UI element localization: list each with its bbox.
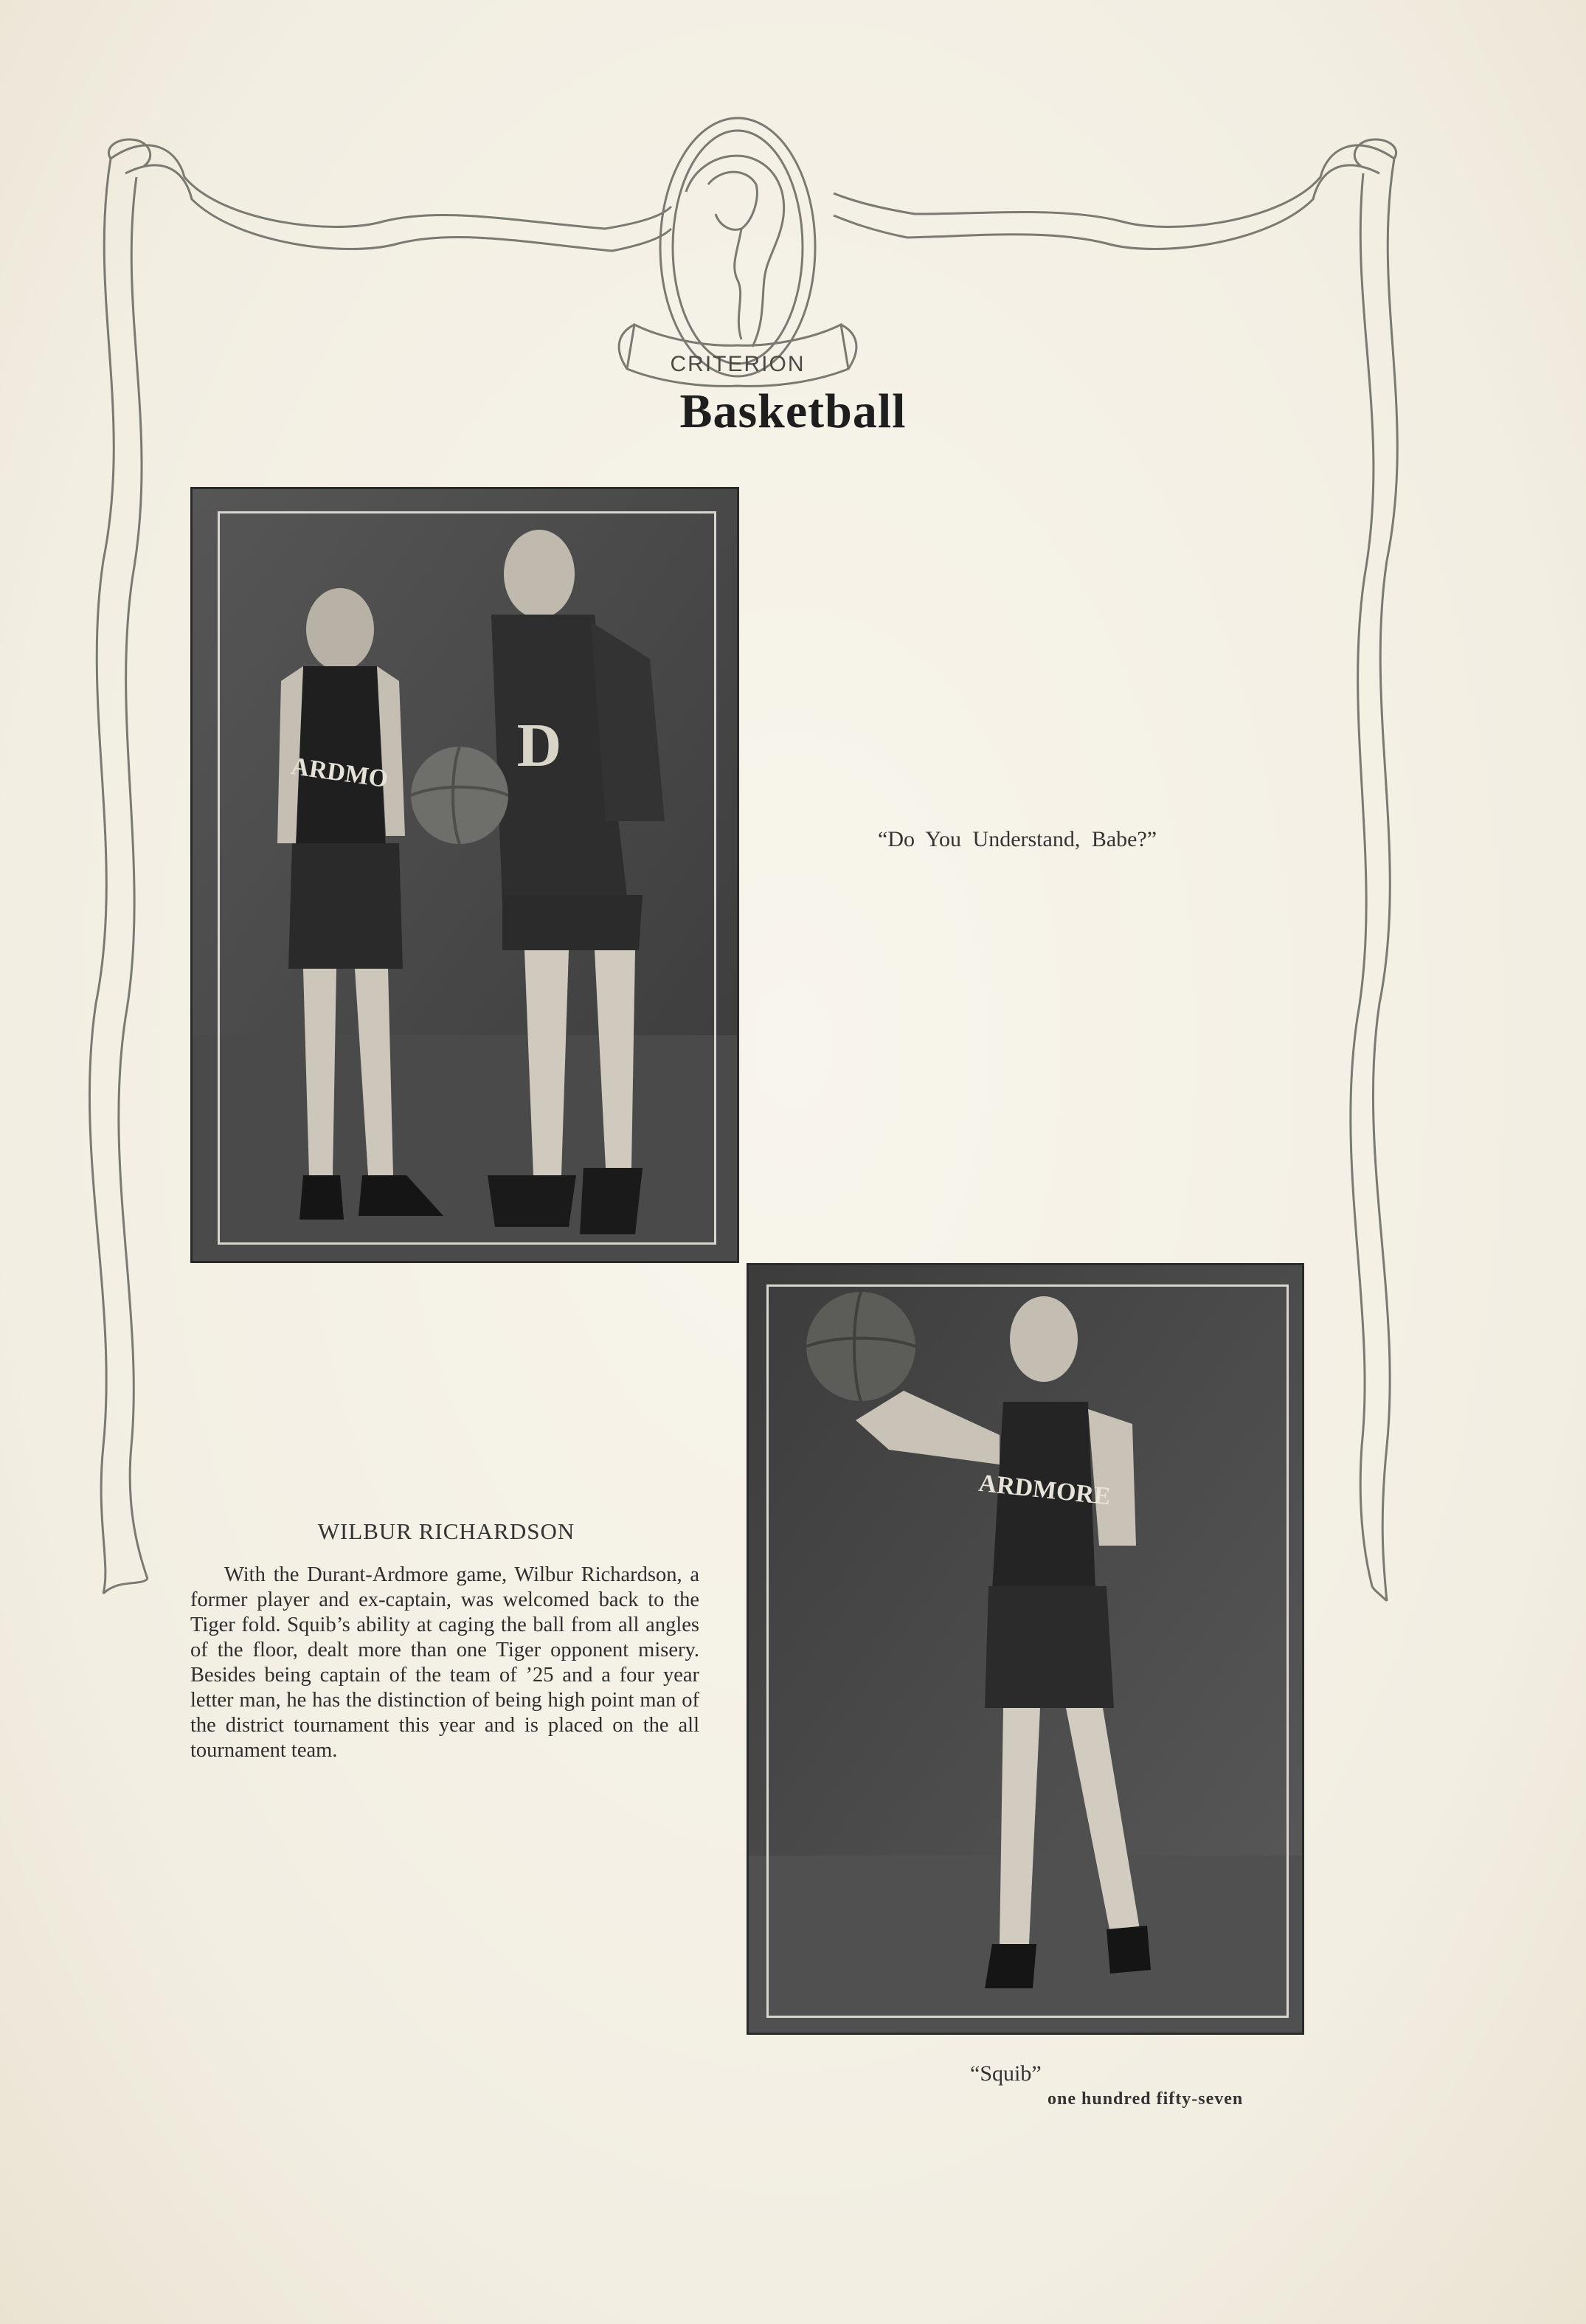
photo-caption-quote: “Do You Understand, Babe?”: [878, 827, 1157, 851]
bio-paragraph: With the Durant-Ardmore game, Wilbur Richardson, a former player and ex-captain, was welcomed back to the Tiger fold. Squib’s ability at caging the ball from all angles of the floor, dealt more than one Tiger opponent misery. Besides being captain of the team of ’25 and a four year letter man, he has the distinction of being high point man of the district tournament this year and is placed on the all tournament team.: [190, 1563, 699, 1762]
jersey-text-bottom: ARDMORE: [977, 1469, 1112, 1511]
jersey-text-top: ARDMO: [289, 753, 390, 794]
photo-inner-frame: [218, 511, 716, 1245]
emblem-label: CRITERION: [670, 352, 806, 376]
photo-squib: [747, 1263, 1304, 2035]
photo-coach-and-player: [190, 487, 739, 1263]
sweater-letter: D: [516, 711, 562, 780]
page-title: Basketball: [679, 384, 907, 438]
page-number: one hundred fifty-seven: [1047, 2089, 1244, 2109]
bio-heading: WILBUR RICHARDSON: [317, 1518, 575, 1544]
photo-inner-frame: [766, 1284, 1289, 2018]
photo-caption-squib: “Squib”: [970, 2061, 1042, 2086]
